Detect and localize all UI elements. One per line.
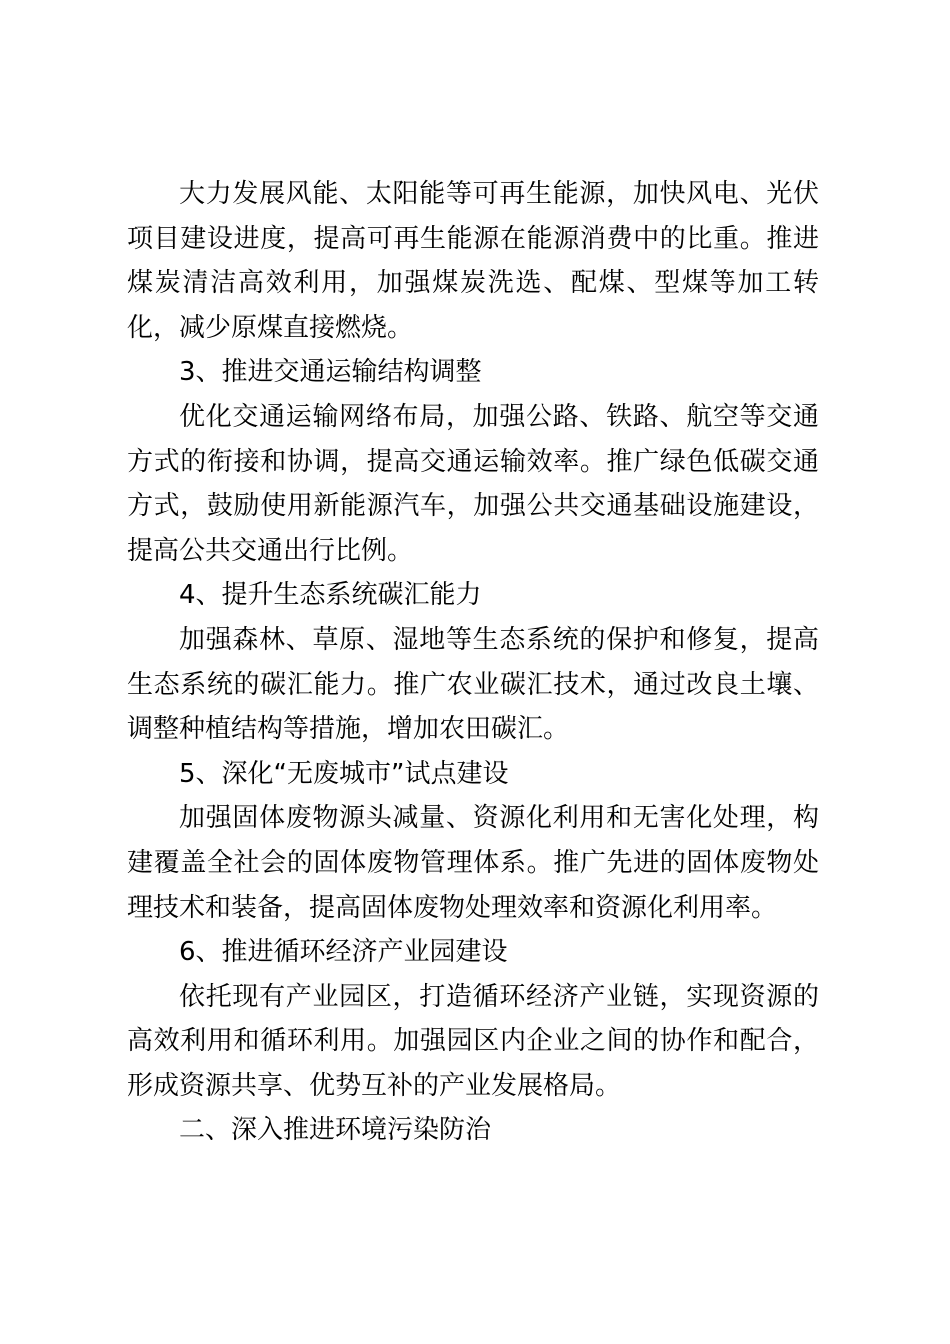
heading-transport-structure: 3、推进交通运输结构调整: [179, 357, 482, 388]
paragraph-carbon-sink: 加强森林、草原、湿地等生态系统的保护和修复，提高生态系统的碳汇能力。推广农业碳汇技术，通过改良土壤、调整种植结构等措施，增加农田碳汇。: [127, 624, 819, 745]
paragraph-transport-structure: 优化交通运输网络布局，加强公路、铁路、航空等交通方式的衔接和协调，提高交通运输效率。推广绿色低碳交通方式，鼓励使用新能源汽车，加强公共交通基础设施建设，提高公共交通出行比例。: [127, 401, 819, 566]
document-body: [127, 172, 819, 1153]
paragraph-circular-park: 依托现有产业园区，打造循环经济产业链，实现资源的高效利用和循环利用。加强园区内企业之间的协作和配合，形成资源共享、优势互补的产业发展格局。: [127, 981, 819, 1101]
heading-pollution-prevention: 二、深入推进环境污染防治: [179, 1115, 492, 1146]
paragraph-zero-waste-city: 加强固体废物源头减量、资源化利用和无害化处理，构建覆盖全社会的固体废物管理体系。推广先进的固体废物处理技术和装备，提高固体废物处理效率和资源化利用率。: [127, 803, 819, 923]
heading-circular-park: 6、推进循环经济产业园建设: [179, 937, 508, 968]
heading-zero-waste-city: 5、深化“无废城市”试点建设: [179, 758, 509, 789]
heading-carbon-sink: 4、提升生态系统碳汇能力: [179, 580, 482, 611]
paragraph-renewable-energy: 大力发展风能、太阳能等可再生能源，加快风电、光伏项目建设进度，提高可再生能源在能源消费中的比重。推进煤炭清洁高效利用，加强煤炭洗选、配煤、型煤等加工转化，减少原煤直接燃烧。: [127, 179, 819, 343]
